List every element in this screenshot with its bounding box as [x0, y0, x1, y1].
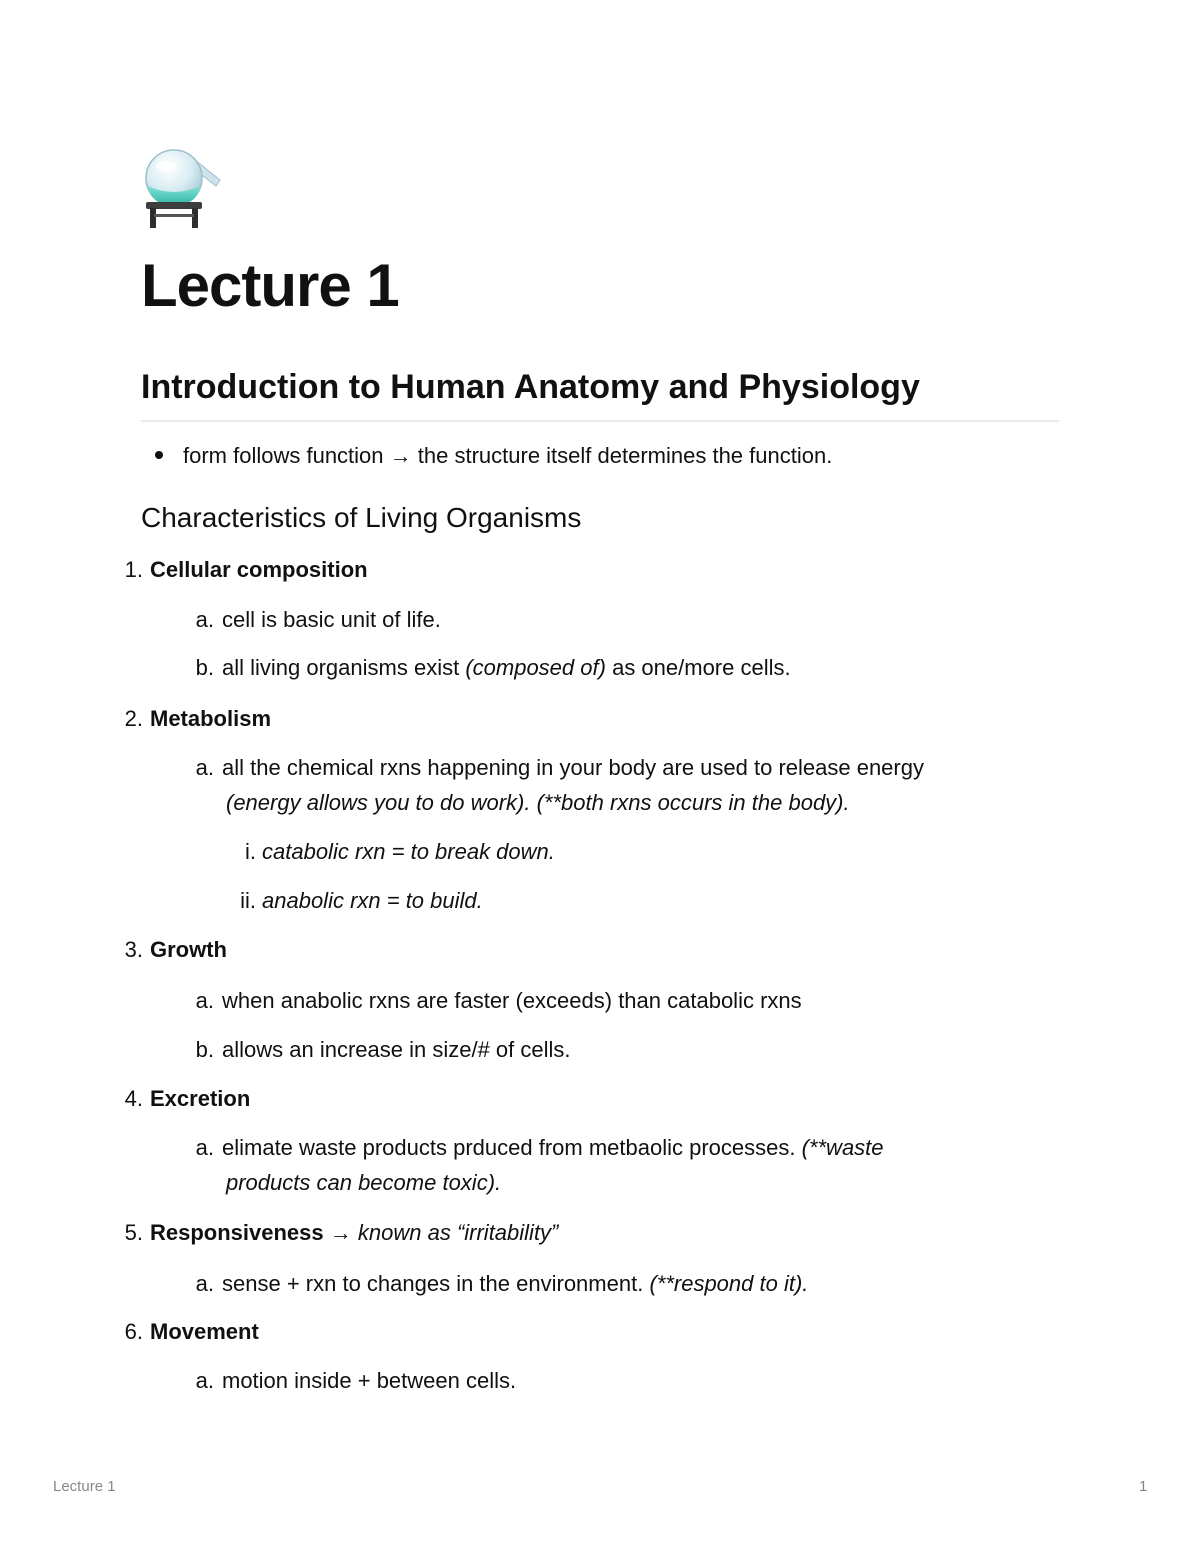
- sub-item: [174, 1364, 516, 1398]
- page-title: Lecture 1: [141, 252, 399, 319]
- item-number: 3.: [124, 937, 143, 962]
- bullet-dot-icon: [155, 451, 163, 459]
- sub-item-italic: (**respond to it).: [649, 1271, 809, 1296]
- sub-item-text: all living organisms exist: [222, 655, 460, 680]
- item-number: 2.: [124, 706, 143, 731]
- sub-item-letter: a.: [195, 607, 214, 632]
- sub-item: [174, 751, 924, 785]
- bullet-lead: form follows function: [183, 443, 384, 468]
- sub-item-text-end: as one/more cells.: [612, 655, 791, 680]
- item-title: Metabolism: [150, 706, 272, 731]
- sub-item: [174, 1267, 808, 1301]
- flask-icon: [140, 146, 226, 230]
- sub-item: [174, 603, 441, 637]
- sub-sub-item: [234, 884, 483, 918]
- bullet-item: [141, 440, 832, 472]
- item-title: Responsiveness: [150, 1220, 324, 1245]
- list-item: [107, 933, 227, 967]
- item-title: Movement: [150, 1319, 259, 1344]
- sub-item-letter: a.: [195, 1135, 214, 1160]
- sub-item-letter: b.: [195, 1037, 214, 1062]
- sub-sub-item-numeral: ii.: [240, 888, 256, 913]
- subsection-heading: Characteristics of Living Organisms: [141, 502, 582, 533]
- arrow-glyph: →: [389, 443, 412, 468]
- sub-item-text: cell is basic unit of life.: [222, 607, 441, 632]
- sub-item-text: all the chemical rxns happening in your body are used to release energy: [222, 755, 924, 780]
- item-number: 6.: [124, 1319, 143, 1344]
- item-title: Growth: [150, 937, 227, 962]
- sub-sub-item-numeral: i.: [245, 839, 256, 864]
- item-number: 4.: [124, 1086, 143, 1111]
- sub-item-italic: (composed of): [465, 655, 606, 680]
- list-item: [107, 1082, 250, 1116]
- sub-sub-item-text: anabolic rxn = to build.: [262, 888, 483, 913]
- item-number: 1.: [124, 557, 143, 582]
- sub-item-letter: a.: [195, 755, 214, 780]
- list-item: [107, 702, 271, 736]
- section-heading: Introduction to Human Anatomy and Physiology: [141, 366, 1059, 422]
- sub-item-text: elimate waste products prduced from metbaolic processes.: [222, 1135, 796, 1160]
- sub-item: [174, 1131, 884, 1165]
- sub-item-letter: a.: [195, 1368, 214, 1393]
- item-number: 5.: [124, 1220, 143, 1245]
- sub-item-continuation: (energy allows you to do work). (**both rxns occurs in the body).: [226, 790, 850, 815]
- list-item: [107, 553, 368, 587]
- sub-item-text: when anabolic rxns are faster (exceeds) than catabolic rxns: [222, 988, 802, 1013]
- item-title: Excretion: [150, 1086, 251, 1111]
- sub-item: [174, 1033, 571, 1067]
- bullet-rest: the structure itself determines the function.: [417, 443, 833, 468]
- sub-item-text: sense + rxn to changes in the environment.: [222, 1271, 644, 1296]
- item-note: known as “irritability”: [357, 1220, 559, 1245]
- sub-item: [174, 984, 802, 1018]
- sub-item-text: motion inside + between cells.: [222, 1368, 517, 1393]
- sub-item-continuation: products can become toxic).: [226, 1170, 502, 1195]
- sub-item-italic: (**waste: [801, 1135, 884, 1160]
- footer-title: Lecture 1: [53, 1478, 116, 1495]
- sub-sub-item: [234, 835, 555, 869]
- list-item: [107, 1315, 259, 1349]
- sub-item: [174, 651, 791, 685]
- sub-sub-item-text: catabolic rxn = to break down.: [262, 839, 555, 864]
- sub-item-letter: a.: [195, 1271, 214, 1296]
- sub-item-text: allows an increase in size/# of cells.: [222, 1037, 571, 1062]
- arrow-glyph: →: [329, 1220, 352, 1245]
- item-title: Cellular composition: [150, 557, 368, 582]
- sub-item-letter: b.: [195, 655, 214, 680]
- list-item: [107, 1216, 558, 1250]
- sub-item-letter: a.: [195, 988, 214, 1013]
- page-number: 1: [1139, 1478, 1148, 1495]
